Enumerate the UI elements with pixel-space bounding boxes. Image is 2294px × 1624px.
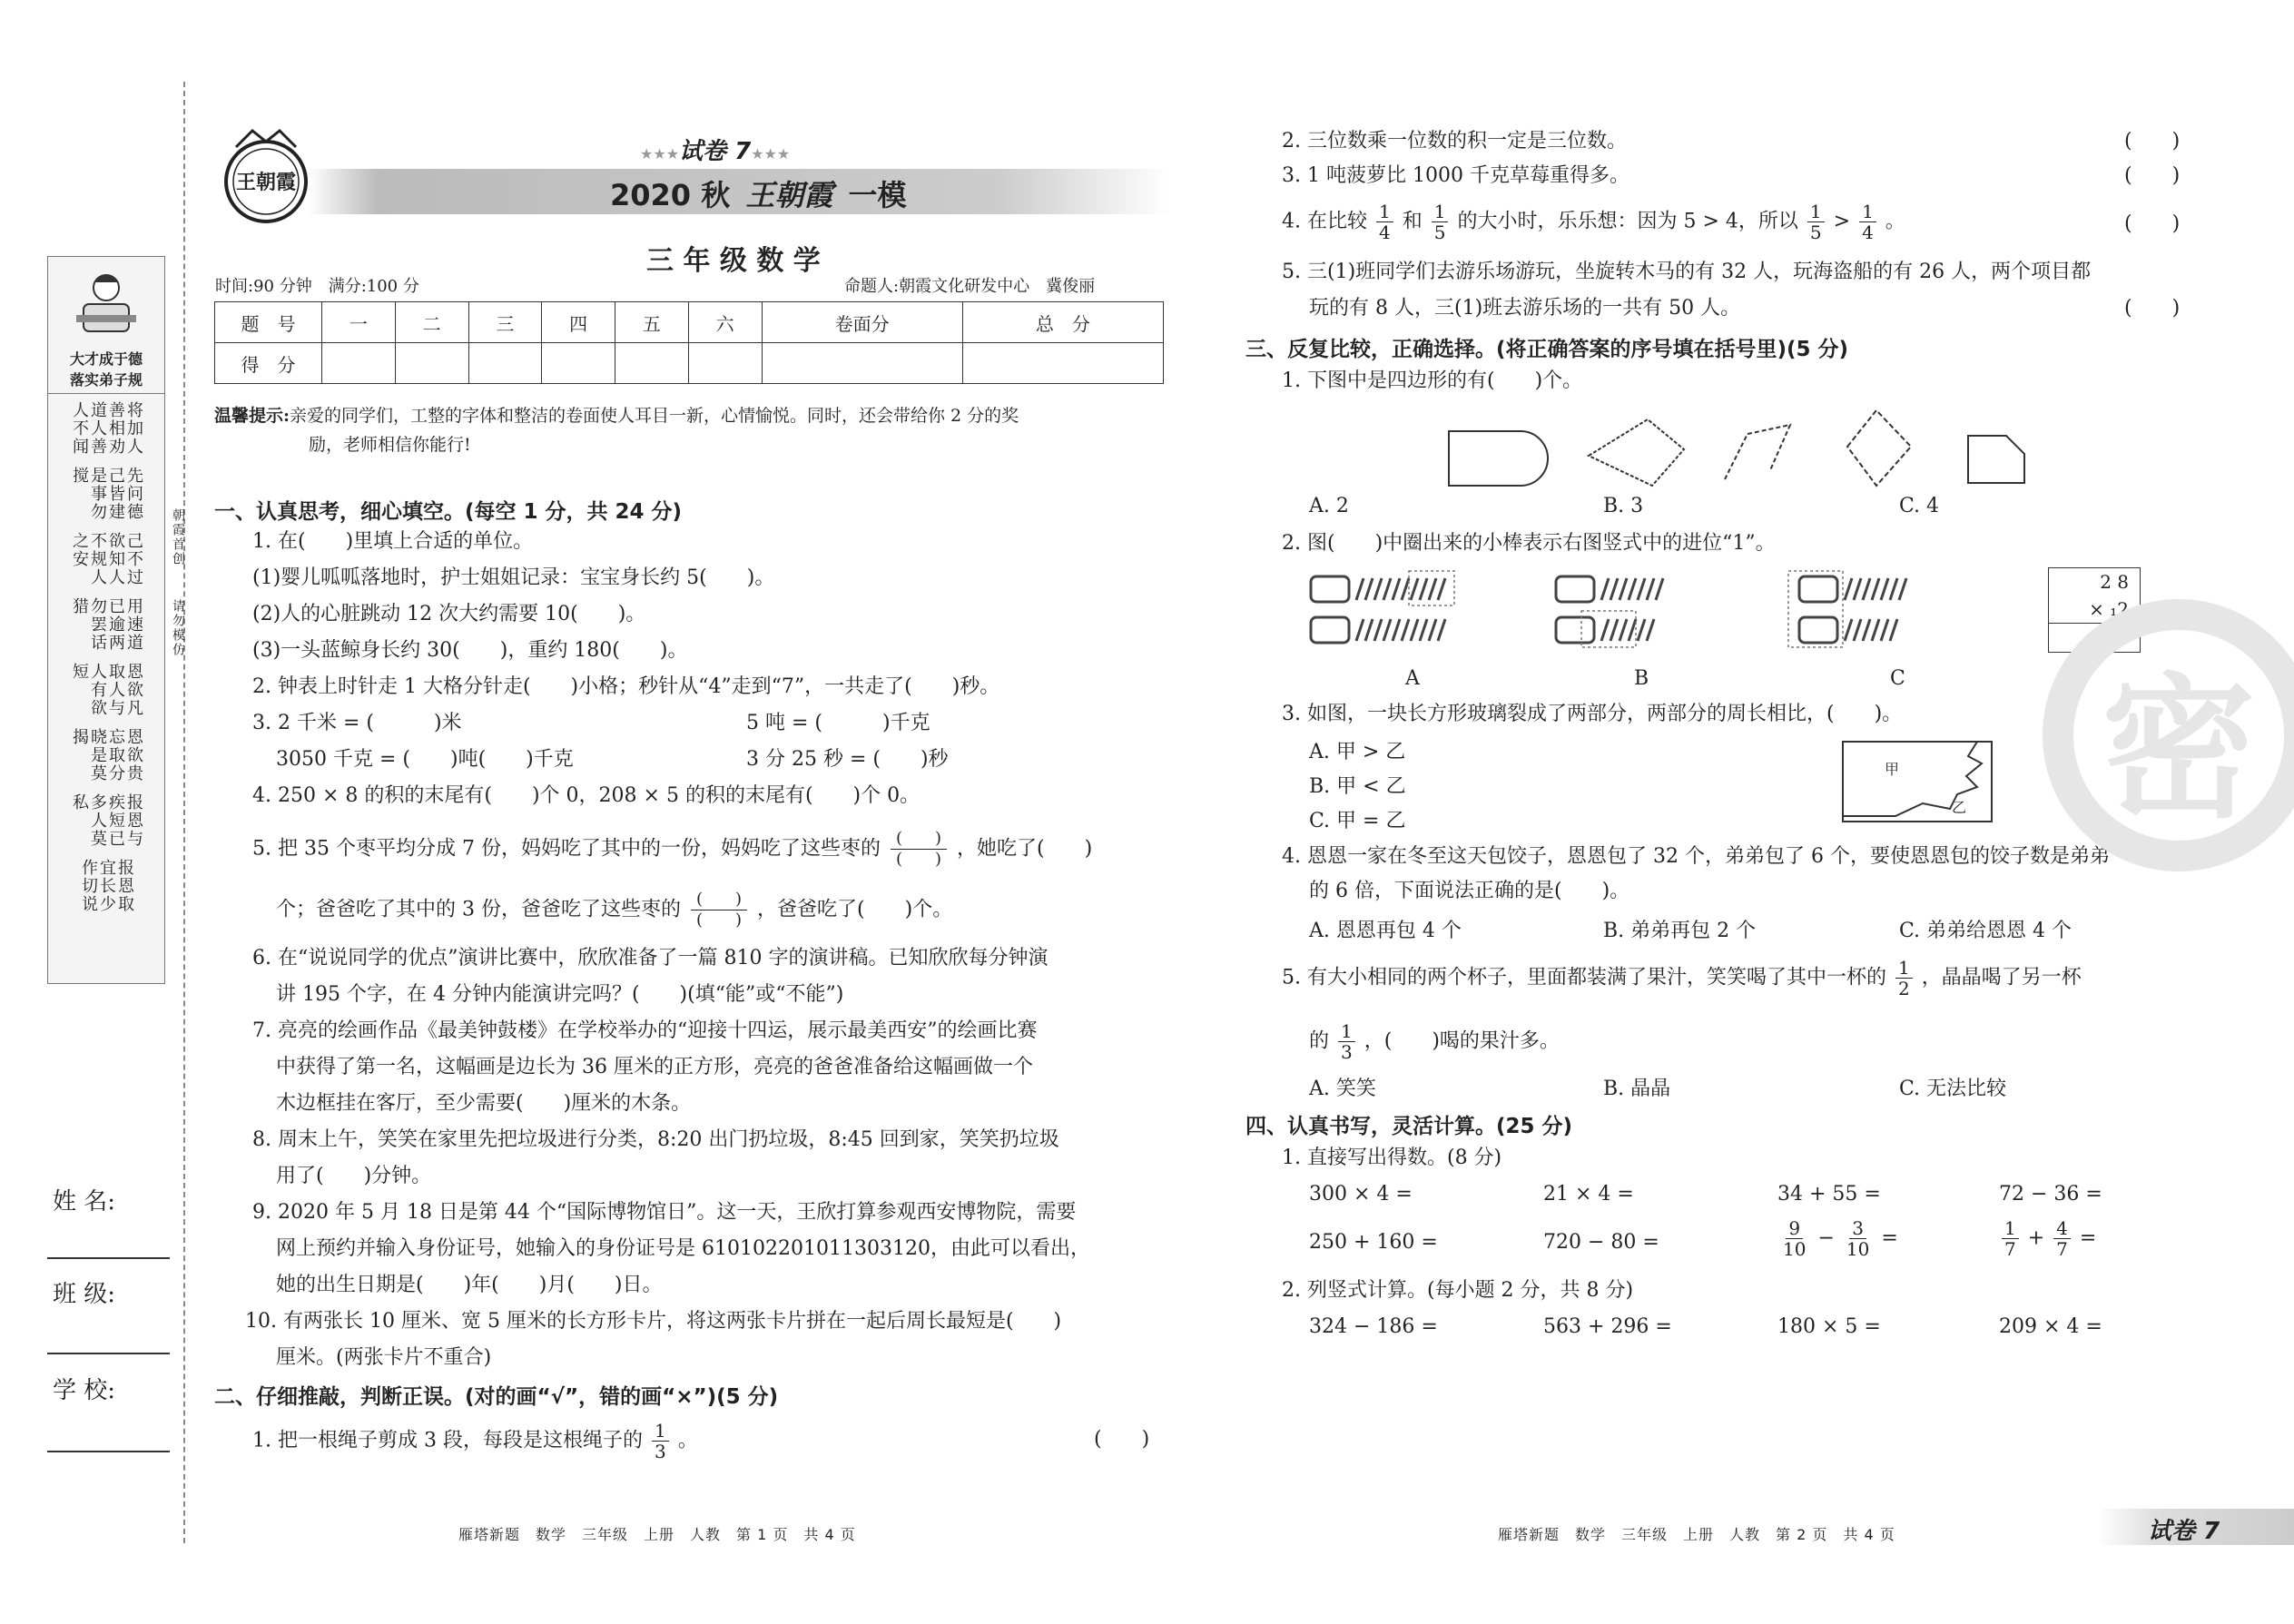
s3-q4-opt-c[interactable]: C. 弟弟给恩恩 4 个: [1899, 920, 2072, 942]
class-label: 班 级:: [53, 1281, 116, 1308]
poem-5: 恩欲凡取人与人有欲短: [70, 663, 143, 717]
s2-q2: 2. 三位数乘一位数的积一定是三位数。: [1282, 130, 1627, 153]
poem-6: 恩欲贵忘取分晓是莫揭: [70, 728, 143, 782]
s1-q1a: (1)婴儿呱呱落地时，护士姐姐记录：宝宝身长约 5( )。: [252, 566, 775, 589]
s2-q5b: 玩的有 8 人，三(1)班去游乐场的一共有 50 人。: [1309, 297, 1741, 320]
section3-title: 三、反复比较，正确选择。(将正确答案的序号填在括号里)(5 分): [1245, 338, 1849, 361]
vcalc-4: 209 × 4 =: [1999, 1315, 2102, 1338]
calc-5: 250 + 160 =: [1309, 1231, 1438, 1254]
s1-q5-line1: 5. 把 35 个枣平均分成 7 份，妈妈吃了其中的一份，妈妈吃了这些枣的 ( ) ( ) ，她吃了( ): [252, 829, 1093, 869]
calc-3: 34 + 55 =: [1777, 1183, 1881, 1206]
poem-8: 报恩取宜长少作切说: [79, 859, 134, 913]
glass-label-yi: 乙: [1952, 799, 1967, 816]
calc-1: 300 × 4 =: [1309, 1183, 1413, 1206]
tip-line-2: 励，老师相信你能行!: [309, 435, 471, 455]
score-cell: 总 分: [962, 302, 1163, 343]
s1-q8a: 8. 周末上午，笑笑在家里先把垃圾进行分类，8:20 出门扔垃圾，8:45 回到家，笑笑扔垃圾: [252, 1128, 1059, 1151]
s3-q3: 3. 如图，一块长方形玻璃裂成了两部分，两部分的周长相比，( )。: [1282, 703, 1903, 725]
fraction-blank[interactable]: ( ) ( ): [891, 829, 947, 870]
s2-q4-answer[interactable]: ( ): [2124, 212, 2181, 235]
score-table-header-row: [215, 302, 1164, 343]
vc-top: 2 8: [2100, 571, 2129, 593]
score-cell: 四: [542, 302, 615, 343]
footer-right: 雁塔新题 数学 三年级 上册 人教 第 2 页 共 4 页: [1498, 1526, 1895, 1543]
poem-block: [48, 394, 164, 922]
score-table: [214, 301, 1164, 384]
school-label: 学 校:: [53, 1377, 116, 1404]
tip-line-1: 温馨提示:亲爱的同学们，工整的字体和整洁的卷面使人耳目一新，心情愉悦。同时，还会带给你 2 分的奖: [214, 406, 1019, 426]
s1-q9b: 网上预约并输入身份证号，她输入的身份证号是 610102201011303120，由此可以看出，: [276, 1237, 1090, 1260]
s1-q4: 4. 250 × 8 的积的末尾有( )个 0，208 × 5 的积的末尾有( )个 0。: [252, 784, 921, 807]
sticks-figure: [1309, 567, 2126, 658]
broken-glass-figure: [1841, 740, 1994, 823]
s3-q3-opt-a[interactable]: A. 甲 > 乙: [1309, 741, 1406, 763]
s2-q1: 1. 把一根绳子剪成 3 段，每段是这根绳子的 $\frac{1}{3}$ 。: [252, 1420, 698, 1462]
s2-q1-answer[interactable]: ( ): [1094, 1428, 1150, 1451]
calc-4: 72 − 36 =: [1999, 1183, 2102, 1206]
score-cell: 题 号: [215, 302, 322, 343]
score-cell: 卷面分: [762, 302, 962, 343]
footer-left: 雁塔新题 数学 三年级 上册 人教 第 1 页 共 4 页: [458, 1526, 856, 1543]
poem-3: 己不过欲知人不规人之安: [70, 532, 143, 586]
s3-q4b: 的 6 倍，下面说法正确的是( )。: [1309, 880, 1630, 902]
s1-q3a: 3. 2 千米 = ( )米: [252, 712, 462, 734]
section4-title: 四、认真书写，灵活计算。(25 分): [1245, 1115, 1573, 1138]
vc-bot: 5 6: [2100, 626, 2129, 648]
score-input[interactable]: [322, 343, 396, 384]
name-line[interactable]: [47, 1257, 170, 1259]
s3-q4-opt-b[interactable]: B. 弟弟再包 2 个: [1603, 920, 1757, 942]
score-input[interactable]: [688, 343, 762, 384]
score-input[interactable]: [542, 343, 615, 384]
s3-q5-opt-a[interactable]: A. 笑笑: [1309, 1078, 1376, 1100]
s3-q2: 2. 图( )中圈出来的小棒表示右图竖式中的进位“1”。: [1282, 532, 1776, 555]
s3-q4-opt-a[interactable]: A. 恩恩再包 4 个: [1309, 920, 1462, 942]
class-line[interactable]: [47, 1353, 170, 1354]
series-label: ★★★试卷 7★★★: [640, 138, 791, 165]
quadrilateral-shapes-figure: [1434, 399, 2033, 490]
s3-q5b: 的 $\frac{1}{3}$ ，( )喝的果汁多。: [1309, 1020, 1560, 1063]
s3-q2-label-a[interactable]: A: [1405, 667, 1420, 690]
school-line[interactable]: [47, 1451, 170, 1452]
score-cell: 六: [688, 302, 762, 343]
poem-2: 先问德己皆建是事勿搅: [70, 467, 143, 521]
calc-8: $\frac{1}{7}$ + $\frac{4}{7}$ =: [1999, 1218, 2096, 1259]
s3-q1-opt-a[interactable]: A. 2: [1309, 495, 1349, 517]
side-label-1: 朝霞首创: [171, 508, 185, 566]
s1-q9a: 9. 2020 年 5 月 18 日是第 44 个“国际博物馆日”。这一天，王欣打算参观西安博物院，需要: [252, 1201, 1077, 1224]
secret-watermark: 密: [2043, 599, 2294, 871]
s3-q5a: 5. 有大小相同的两个杯子，里面都装满了果汁，笑笑喝了其中一杯的 $\frac{1}{2}$ ，晶晶喝了另一杯: [1282, 957, 2082, 999]
poem-7: 报恩与疾短已多人莫私: [70, 793, 143, 848]
s3-q5-opt-c[interactable]: C. 无法比较: [1899, 1078, 2007, 1100]
s4-sub1: 1. 直接写出得数。(8 分): [1282, 1147, 1502, 1169]
s2-q5a: 5. 三(1)班同学们去游乐场游玩，坐旋转木马的有 32 人，玩海盗船的有 26 人，两个项目都: [1282, 261, 2092, 283]
exam-title: 2020 秋 王朝霞 一模: [610, 178, 907, 212]
sidebar-character: [74, 270, 138, 342]
s2-q3: 3. 1 吨菠萝比 1000 千克草莓重得多。: [1282, 164, 1629, 187]
s1-q1: 1. 在( )里填上合适的单位。: [252, 530, 534, 553]
vcalc-1: 324 − 186 =: [1309, 1315, 1438, 1338]
s1-q7b: 中获得了第一名，这幅画是边长为 36 厘米的正方形，亮亮的爸爸准备给这幅画做一个: [276, 1056, 1033, 1078]
poem-1: 将加人善相劝道人善人不闻: [70, 401, 143, 456]
s1-q6a: 6. 在“说说同学的优点”演讲比赛中，欣欣准备了一篇 810 字的演讲稿。已知欣欣每分钟演: [252, 947, 1049, 969]
seal-text: 王朝霞: [235, 171, 296, 194]
s1-q5-line2: 个；爸爸吃了其中的 3 份，爸爸吃了这些枣的 ( ) ( ) ，爸爸吃了( )个。: [276, 890, 953, 930]
s1-q10b: 厘米。(两张卡片不重合): [276, 1346, 492, 1369]
name-label: 姓 名:: [53, 1188, 116, 1216]
vc-mid: × ₁2: [2049, 595, 2129, 624]
time-info: 时间:90 分钟 满分:100 分: [215, 277, 419, 296]
sidebar-motto-box: [47, 256, 165, 984]
score-input[interactable]: [762, 343, 962, 384]
s1-q2: 2. 钟表上时针走 1 大格分针走( )小格；秒针从“4”走到“7”，一共走了( )秒。: [252, 675, 1000, 698]
score-cell: 五: [615, 302, 689, 343]
calc-2: 21 × 4 =: [1543, 1183, 1634, 1206]
author-info: 命题人:朝霞文化研发中心 冀俊丽: [844, 277, 1096, 296]
s1-q1b: (2)人的心脏跳动 12 次大约需要 10( )。: [252, 603, 646, 625]
s3-q3-opt-c[interactable]: C. 甲 = 乙: [1309, 810, 1406, 832]
s1-q8b: 用了( )分钟。: [276, 1165, 432, 1187]
s3-q1-opt-b[interactable]: B. 3: [1603, 495, 1644, 517]
vcalc-2: 563 + 296 =: [1543, 1315, 1672, 1338]
s4-sub2: 2. 列竖式计算。(每小题 2 分，共 8 分): [1282, 1279, 1634, 1302]
binding-line: [183, 82, 185, 1543]
s3-q2-label-b[interactable]: B: [1634, 667, 1649, 690]
s3-q2-label-c[interactable]: C: [1890, 667, 1905, 690]
s3-q4a: 4. 恩恩一家在冬至这天包饺子，恩恩包了 32 个，弟弟包了 6 个，要使恩恩包的饺子数是弟弟: [1282, 845, 2110, 868]
motto-line-2: 落实弟子规: [48, 369, 164, 394]
score-input[interactable]: [615, 343, 689, 384]
s1-q3c: 3050 千克 = ( )吨( )千克: [276, 748, 574, 771]
section1-title: 一、认真思考，细心填空。(每空 1 分，共 24 分): [214, 500, 683, 524]
score-cell: 三: [468, 302, 542, 343]
s3-q1-opt-c[interactable]: C. 4: [1899, 495, 1940, 517]
brand-seal-logo: [216, 120, 316, 229]
score-cell: 一: [322, 302, 396, 343]
s1-q3d: 3 分 25 秒 = ( )秒: [746, 748, 949, 771]
s1-q1c: (3)一头蓝鲸身长约 30( )，重约 180( )。: [252, 639, 688, 662]
s2-q5-answer[interactable]: ( ): [2124, 297, 2181, 320]
s2-q3-answer[interactable]: ( ): [2124, 164, 2181, 187]
glass-label-jia: 甲: [1885, 761, 1900, 778]
calc-6: 720 − 80 =: [1543, 1231, 1659, 1254]
score-cell: 二: [395, 302, 468, 343]
score-input[interactable]: [468, 343, 542, 384]
s2-q2-answer[interactable]: ( ): [2124, 130, 2181, 153]
score-input[interactable]: [395, 343, 468, 384]
s3-q1: 1. 下图中是四边形的有( )个。: [1282, 369, 1583, 392]
s1-q9c: 她的出生日期是( )年( )月( )日。: [276, 1274, 663, 1296]
subject-title: 三 年 级 数 学: [646, 245, 821, 277]
score-row-label: 得 分: [215, 343, 322, 384]
s1-q3b: 5 吨 = ( )千克: [746, 712, 930, 734]
s2-q4: 4. 在比较 $\frac{1}{4}$ 和 $\frac{1}{5}$ 的大小时，乐乐想：因为 5 > 4，所以 $\frac{1}{5}$ > $\frac{1}{4}$ 。: [1282, 201, 1905, 243]
s1-q10a: 10. 有两张长 10 厘米、宽 5 厘米的长方形卡片，将这两张卡片拼在一起后周长最短是( ): [245, 1310, 1062, 1333]
side-label-2: 请勿模仿: [171, 599, 185, 657]
calc-7: $\frac{9}{10}$ − $\frac{3}{10}$ =: [1783, 1217, 1898, 1260]
section2-title: 二、仔细推敲，判断正误。(对的画“√”，错的画“×”)(5 分): [214, 1385, 779, 1409]
motto-line-1: 大才成于德: [69, 350, 143, 368]
fraction-blank[interactable]: ( ) ( ): [691, 890, 747, 930]
score-table-score-row: [215, 343, 1164, 384]
vcalc-3: 180 × 5 =: [1777, 1315, 1881, 1338]
s1-q6b: 讲 195 个字，在 4 分钟内能演讲完吗？( )(填“能”或“不能”): [276, 983, 844, 1006]
poem-4: 用速道已逾两勿罢话猎: [70, 597, 143, 652]
s1-q7a: 7. 亮亮的绘画作品《最美钟鼓楼》在学校举办的“迎接十四运，展示最美西安”的绘画比赛: [252, 1019, 1038, 1042]
score-input[interactable]: [962, 343, 1163, 384]
s3-q5-opt-b[interactable]: B. 晶晶: [1603, 1078, 1671, 1100]
footer-tag: 试卷 7: [2097, 1509, 2294, 1545]
s3-q3-opt-b[interactable]: B. 甲 < 乙: [1309, 775, 1406, 798]
s1-q7c: 木边框挂在客厅，至少需要( )厘米的木条。: [276, 1092, 692, 1115]
